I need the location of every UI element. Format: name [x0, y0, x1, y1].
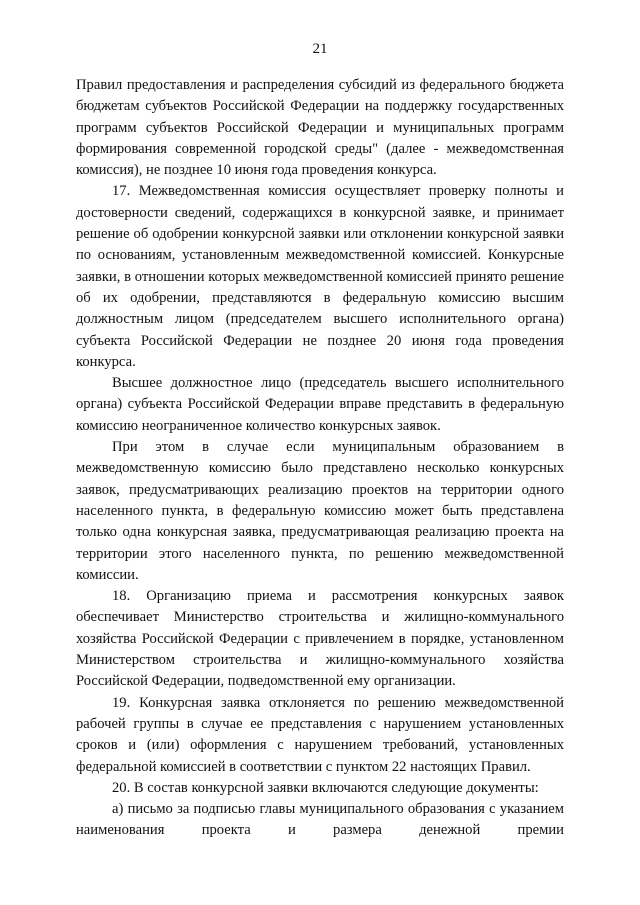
page-number: 21: [312, 41, 328, 57]
paragraph-item-18: 18. Организацию приема и рассмотрения конкурсных заявок обеспечивает Министерство строительства и жилищно-коммунального хозяйства Российской Федерации с привлечением в порядке, установленном Министерством строительства и жилищно-коммунального хозяйства Российской Федерации, подведомственной ему организации.: [76, 588, 564, 690]
paragraph-highest-official: Высшее должностное лицо (председатель высшего исполнительного органа) субъекта Российской Федерации вправе представить в федеральную комиссию неограниченное количество конкурсных заявок.: [76, 375, 564, 434]
paragraph-continuation: Правил предоставления и распределения субсидий из федерального бюджета бюджетам субъектов Российской Федерации на поддержку государственных программ субъектов Российской Федерации и муниципальных программ формирования современной городской среды" (далее - межведомственная комиссия), не позднее 10 июня года проведения конкурса.: [76, 77, 564, 179]
paragraph-item-19: 19. Конкурсная заявка отклоняется по решению межведомственной рабочей группы в случае ее представления с нарушением установленных сроков и (или) оформления с нарушением требований, установленных федеральной комиссией в соответствии с пунктом 22 настоящих Правил.: [76, 694, 564, 775]
paragraph-single-application: При этом в случае если муниципальным образованием в межведомственную комиссию было представлено несколько конкурсных заявок, предусматривающих реализацию проектов на территории одного населенного пункта, в федеральную комиссию может быть представлена только одна конкурсная заявка, предусматривающая реализацию проекта на территории этого населенного пункта, по решению межведомственной комиссии.: [76, 439, 564, 583]
document-body: [76, 75, 564, 842]
paragraph-item-20-a: а) письмо за подписью главы муниципального образования с указанием наименования проекта и размера денежной премии: [76, 801, 564, 839]
paragraph-item-20: 20. В состав конкурсной заявки включаются следующие документы:: [112, 779, 539, 796]
paragraph-item-17: 17. Межведомственная комиссия осуществляет проверку полноты и достоверности сведений, содержащихся в конкурсной заявке, и принимает решение об одобрении конкурсной заявки или отклонении конкурсной заявки по основаниям, установленным межведомственной комиссией. Конкурсные заявки, в отношении которых межведомственной комиссией принято решение об их одобрении, представляются в федеральную комиссию высшим должностным лицом (председателем высшего исполнительного органа) субъекта Российской Федерации не позднее 20 июня года проведения конкурса.: [76, 183, 564, 370]
